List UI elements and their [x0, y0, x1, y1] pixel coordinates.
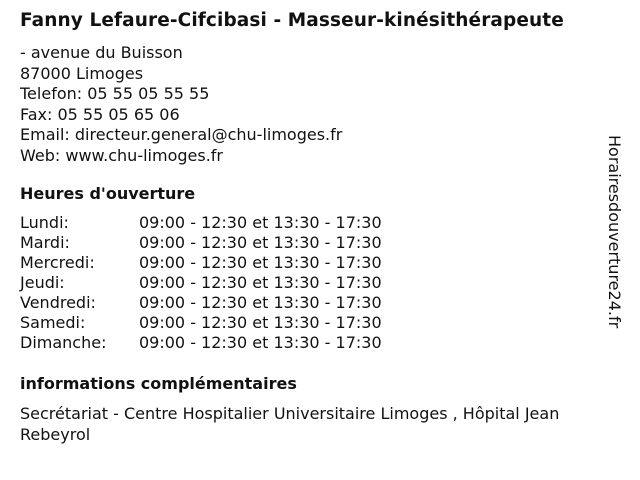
info-text: Secrétariat - Centre Hospitalier Universitaire Limoges , Hôpital Jean Rebeyrol: [20, 404, 560, 444]
info-heading: informations complémentaires: [20, 374, 297, 393]
hours-time: 09:00 - 12:30 et 13:30 - 17:30: [139, 333, 382, 352]
contact-city: 87000 Limoges: [20, 63, 144, 83]
hours-day: Jeudi:: [20, 273, 65, 292]
contact-web: Web: www.chu-limoges.fr: [20, 145, 223, 165]
watermark-text: Horairesdouverture24.fr: [605, 135, 624, 329]
contact-email: Email: directeur.general@chu-limoges.fr: [20, 125, 343, 144]
hours-day: Mercredi:: [20, 253, 95, 272]
hours-time: 09:00 - 12:30 et 13:30 - 17:30: [139, 293, 382, 312]
contact-fax: Fax: 05 55 05 65 06: [20, 104, 180, 124]
hours-row-saturday: [20, 313, 440, 333]
page-title: Fanny Lefaure-Cifcibasi - Masseur-kinésithérapeute: [20, 10, 564, 31]
opening-hours-table: [20, 213, 440, 353]
hours-time: 09:00 - 12:30 et 13:30 - 17:30: [139, 233, 382, 252]
hours-day: Samedi:: [20, 313, 86, 332]
contact-phone: Telefon: 05 55 05 55 55: [20, 84, 210, 103]
hours-day: Lundi:: [20, 213, 69, 232]
hours-time: 09:00 - 12:30 et 13:30 - 17:30: [139, 253, 382, 272]
hours-time: 09:00 - 12:30 et 13:30 - 17:30: [139, 273, 382, 292]
opening-hours-heading: Heures d'ouverture: [20, 184, 196, 203]
hours-row-friday: [20, 293, 440, 313]
hours-day: Vendredi:: [20, 293, 96, 312]
hours-row-tuesday: [20, 233, 440, 253]
hours-row-sunday: [20, 333, 440, 353]
hours-day: Dimanche:: [20, 333, 107, 352]
contact-street: - avenue du Buisson: [20, 43, 183, 62]
hours-row-thursday: [20, 273, 440, 293]
hours-row-monday: [20, 213, 440, 233]
hours-time: 09:00 - 12:30 et 13:30 - 17:30: [139, 313, 382, 332]
hours-time: 09:00 - 12:30 et 13:30 - 17:30: [139, 213, 382, 232]
hours-day: Mardi:: [20, 233, 70, 252]
hours-row-wednesday: [20, 253, 440, 273]
contact-block: [20, 43, 342, 166]
